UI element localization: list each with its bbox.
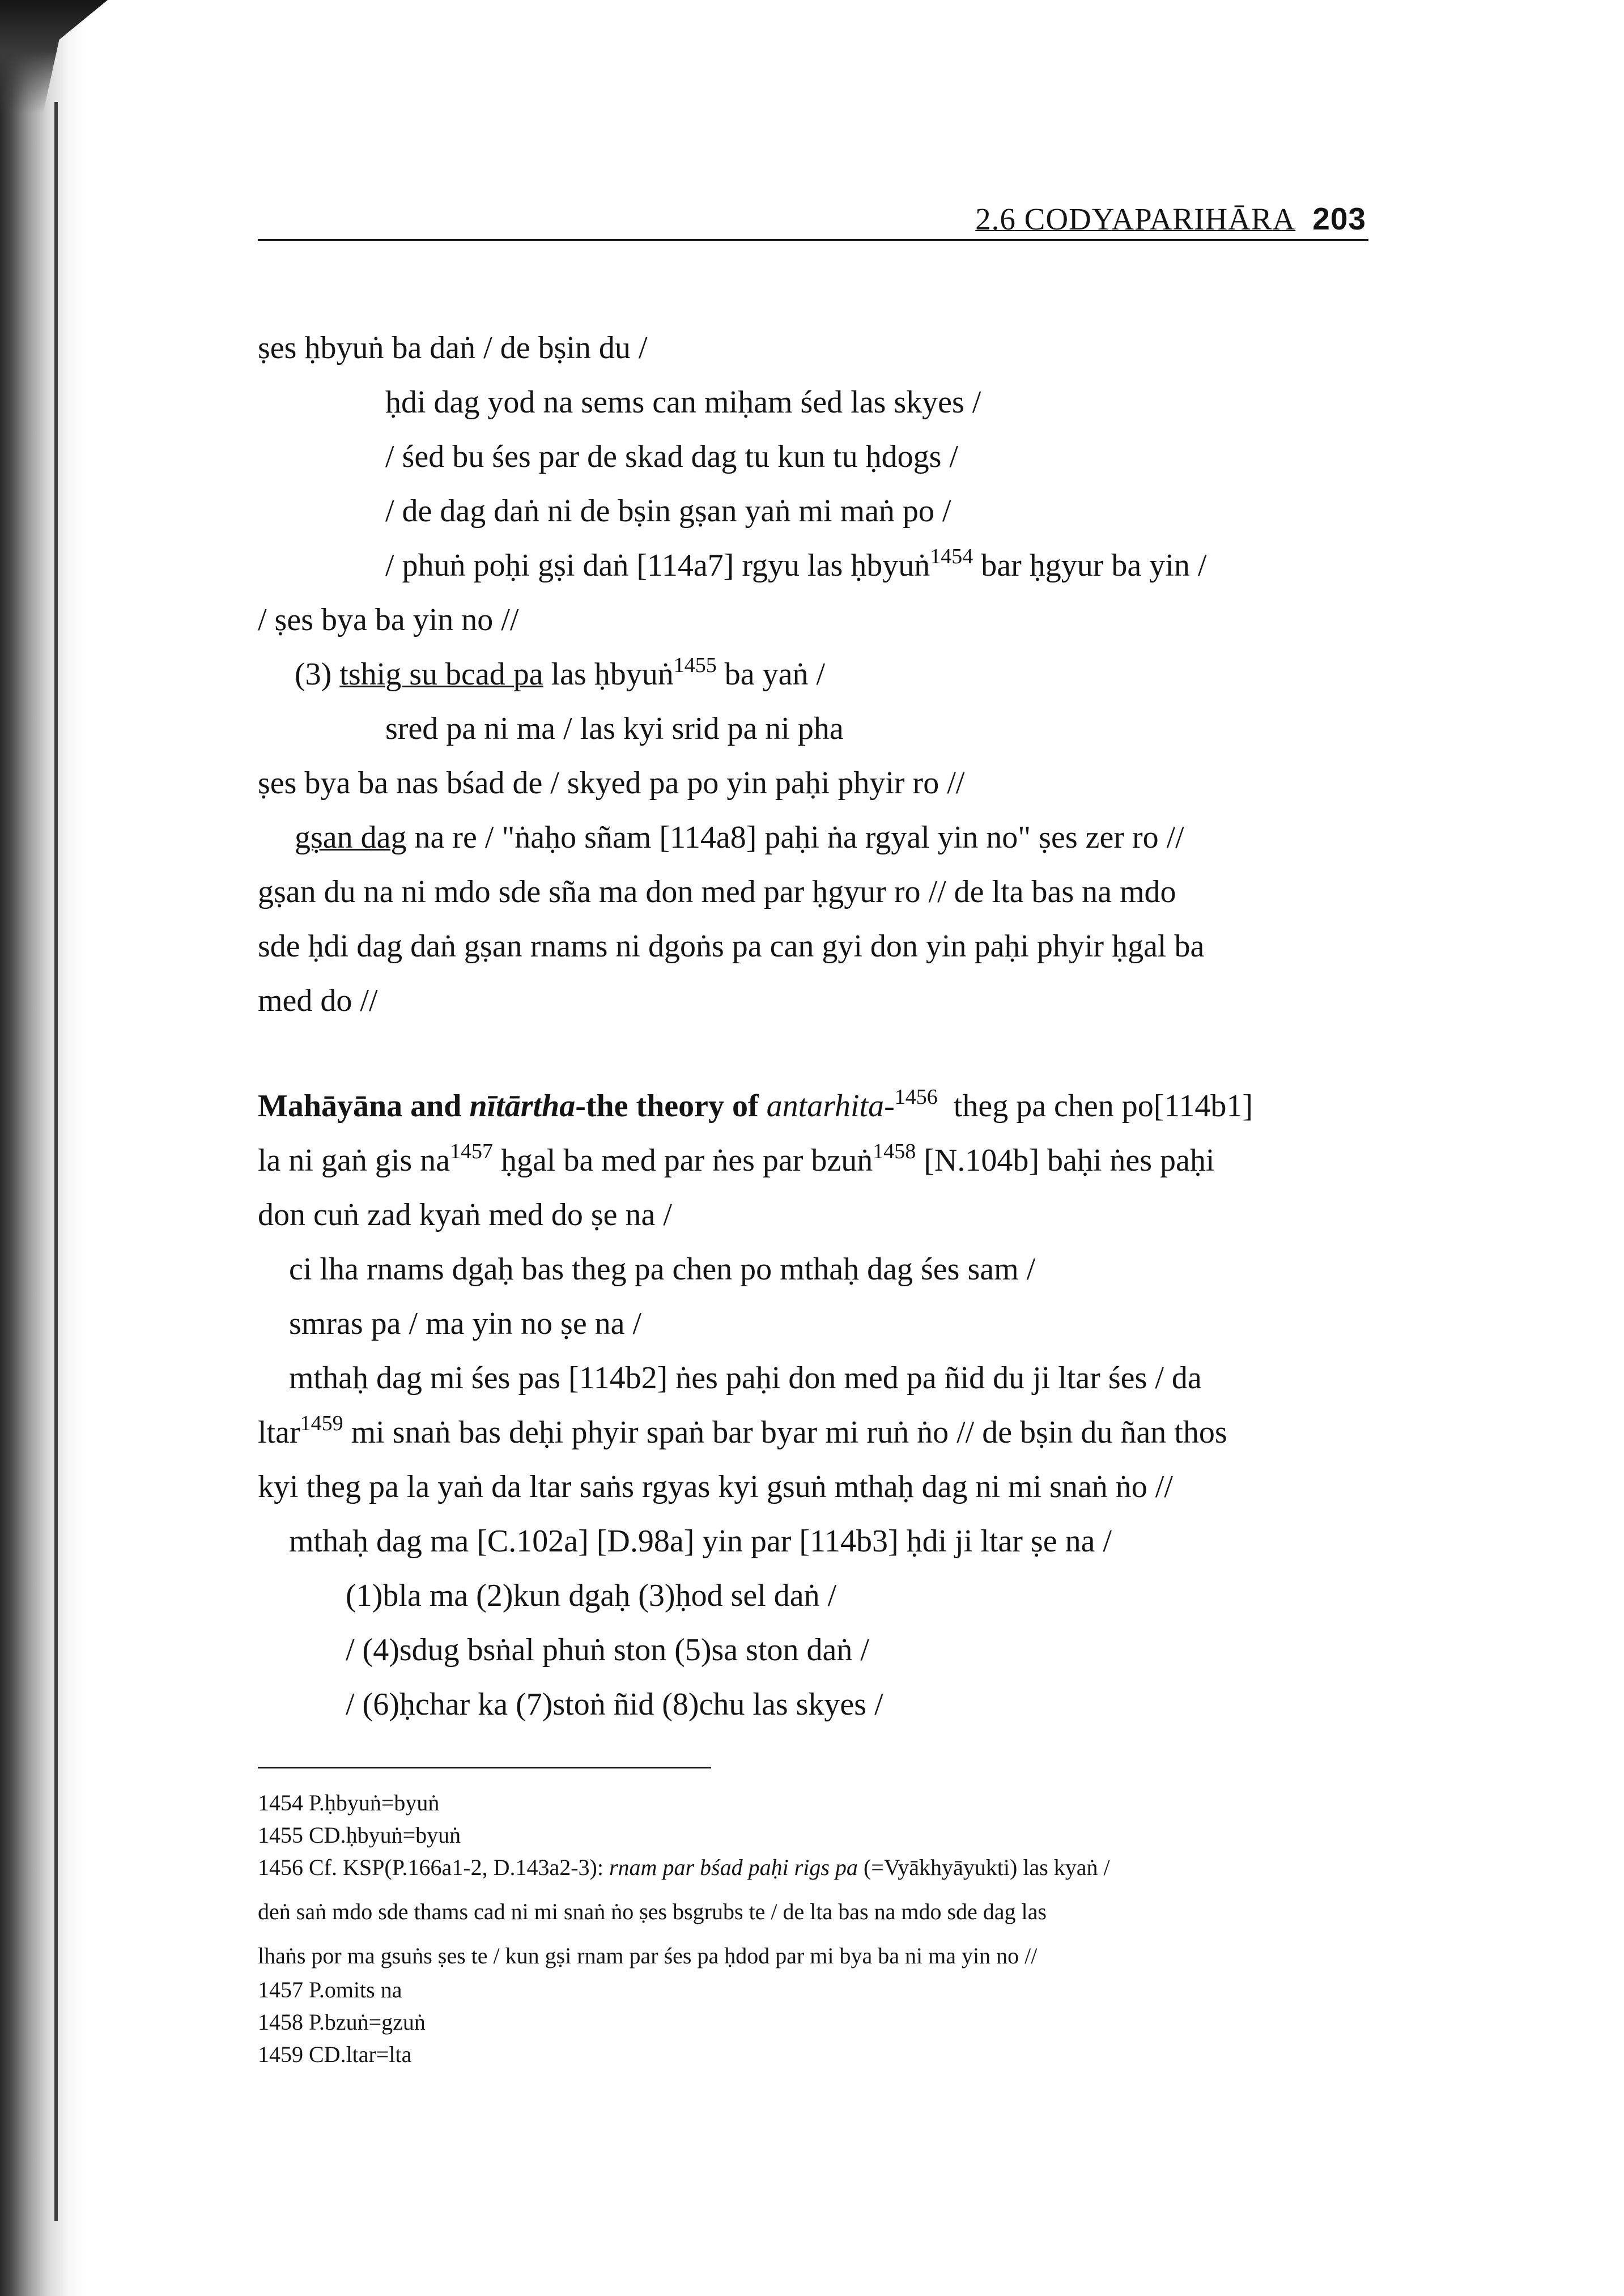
footnote-ref-1455: 1455 <box>673 653 717 677</box>
text-line-19: mthaḥ dag mi śes pas [114b2] ṅes paḥi don med pa ñid du ji ltar śes / da <box>289 1360 1202 1396</box>
footnote-1458: 1458 P.bzuṅ=gzuṅ <box>258 2009 426 2035</box>
text-line-18: smras pa / ma yin no ṣe na / <box>289 1306 642 1341</box>
text-span: ḥgal ba med par ṅes par bzuṅ <box>493 1143 873 1178</box>
text-line-2: ḥdi dag yod na sems can miḥam śed las skyes / <box>385 385 981 420</box>
text-line-11: gṣan du na ni mdo sde sña ma don med par ḥgyur ro // de lta bas na mdo <box>258 874 1176 909</box>
text-line-15 <box>258 1142 1214 1179</box>
text-span: ltar <box>258 1415 300 1450</box>
underlined-term: gṣan dag <box>295 820 407 855</box>
page-number: 203 <box>1312 201 1366 236</box>
footnote-1459: 1459 CD.ltar=lta <box>258 2042 412 2067</box>
text-line-20 <box>258 1411 1227 1451</box>
text-span: ba yaṅ / <box>716 657 826 692</box>
text-span: theg pa chen po[114b1] <box>937 1089 1253 1124</box>
heading-bold-italic: nītārtha <box>469 1089 576 1124</box>
text-line-1: ṣes ḥbyuṅ ba daṅ / de bṣin du / <box>258 330 648 365</box>
running-header <box>258 199 1368 241</box>
text-span: / phuṅ poḥi gṣi daṅ [114a7] rgyu las ḥbyuṅ <box>385 548 930 583</box>
footnote-1456 <box>258 1854 1110 1881</box>
header-text <box>975 201 1366 237</box>
text-line-7 <box>295 653 826 692</box>
text-line-17: ci lha rnams dgaḥ bas theg pa chen po mthaḥ dag śes sam / <box>289 1252 1036 1287</box>
footnote-ref-1454: 1454 <box>930 545 973 568</box>
heading-bold: Mahāyāna and <box>258 1089 470 1124</box>
book-binding-edge <box>0 0 85 2296</box>
text-span: na re / "ṅaḥo sñam [114a8] paḥi ṅa rgyal yin no" ṣes zer ro // <box>406 820 1184 855</box>
text-line-16: don cuṅ zad kyaṅ med do ṣe na / <box>258 1197 672 1232</box>
italic-title: rnam par bśad paḥi rigs pa <box>609 1855 858 1880</box>
text-span: 1456 Cf. KSP(P.166a1-2, D.143a2-3): <box>258 1855 609 1880</box>
text-line-8: sred pa ni ma / las kyi srid pa ni pha <box>385 711 844 746</box>
footnote-ref-1459: 1459 <box>300 1411 343 1435</box>
text-span: (3) <box>295 657 340 692</box>
text-line-21: kyi theg pa la yaṅ da ltar saṅs rgyas kyi gsuṅ mthaḥ dag ni mi snaṅ ṅo // <box>258 1469 1173 1504</box>
text-line-23: (1)bla ma (2)kun dgaḥ (3)ḥod sel daṅ / <box>346 1578 837 1613</box>
text-line-12: sde ḥdi dag daṅ gṣan rnams ni dgoṅs pa can gyi don yin paḥi phyir ḥgal ba <box>258 929 1205 964</box>
heading-bold: -the theory of <box>575 1089 767 1124</box>
text-line-4: / de dag daṅ ni de bṣin gṣan yaṅ mi maṅ po / <box>385 494 951 529</box>
section-heading-line <box>258 1085 1253 1124</box>
text-line-3: / śed bu śes par de skad dag tu kun tu ḥdogs / <box>385 439 958 474</box>
text-line-22: mthaḥ dag ma [C.102a] [D.98a] yin par [114b3] ḥdi ji ltar ṣe na / <box>289 1524 1112 1559</box>
text-span: las ḥbyuṅ <box>543 657 674 692</box>
footnote-ref-1457: 1457 <box>450 1140 494 1163</box>
text-line-5 <box>385 547 1206 584</box>
header-section: 2.6 CODYAPARIHĀRA <box>975 202 1296 236</box>
footnote-1457: 1457 P.omits na <box>258 1977 402 2002</box>
footnote-1455: 1455 CD.ḥbyuṅ=byuṅ <box>258 1822 461 1848</box>
text-line-24: / (4)sdug bsṅal phuṅ ston (5)sa ston daṅ / <box>346 1632 869 1668</box>
text-span: (=Vyākhyāyukti) las kyaṅ / <box>857 1855 1110 1880</box>
footnote-separator <box>258 1767 711 1768</box>
heading-italic: antarhita <box>766 1089 885 1124</box>
footnote-1456-cont: deṅ saṅ mdo sde thams cad ni mi snaṅ ṅo ṣes bsgrubs te / de lta bas na mdo sde dag las <box>258 1899 1047 1924</box>
text-line-13: med do // <box>258 983 378 1018</box>
heading-dash: - <box>884 1089 895 1124</box>
footnote-1454: 1454 P.ḥbyuṅ=byuṅ <box>258 1790 440 1815</box>
underlined-term: tshig su bcad pa <box>339 657 543 692</box>
text-span: [N.104b] baḥi ṅes paḥi <box>916 1143 1215 1178</box>
text-line-9: ṣes bya ba nas bśad de / skyed pa po yin paḥi phyir ro // <box>258 766 965 801</box>
text-span: la ni gaṅ gis na <box>258 1143 450 1178</box>
footnote-ref-1456: 1456 <box>894 1085 938 1109</box>
text-line-10 <box>295 819 1184 856</box>
text-line-6: / ṣes bya ba yin no // <box>258 602 519 637</box>
footnote-1456-cont: lhaṅs por ma gsuṅs ṣes te / kun gṣi rnam par śes pa ḥdod par mi bya ba ni ma yin no // <box>258 1943 1038 1968</box>
text-span: bar ḥgyur ba yin / <box>973 548 1207 583</box>
footnote-ref-1458: 1458 <box>873 1140 916 1163</box>
text-span: mi snaṅ bas deḥi phyir spaṅ bar byar mi ruṅ ṅo // de bṣin du ñan thos <box>343 1415 1227 1450</box>
text-line-25: / (6)ḥchar ka (7)stoṅ ñid (8)chu las skyes / <box>346 1687 883 1722</box>
book-binding-line <box>54 102 58 2221</box>
